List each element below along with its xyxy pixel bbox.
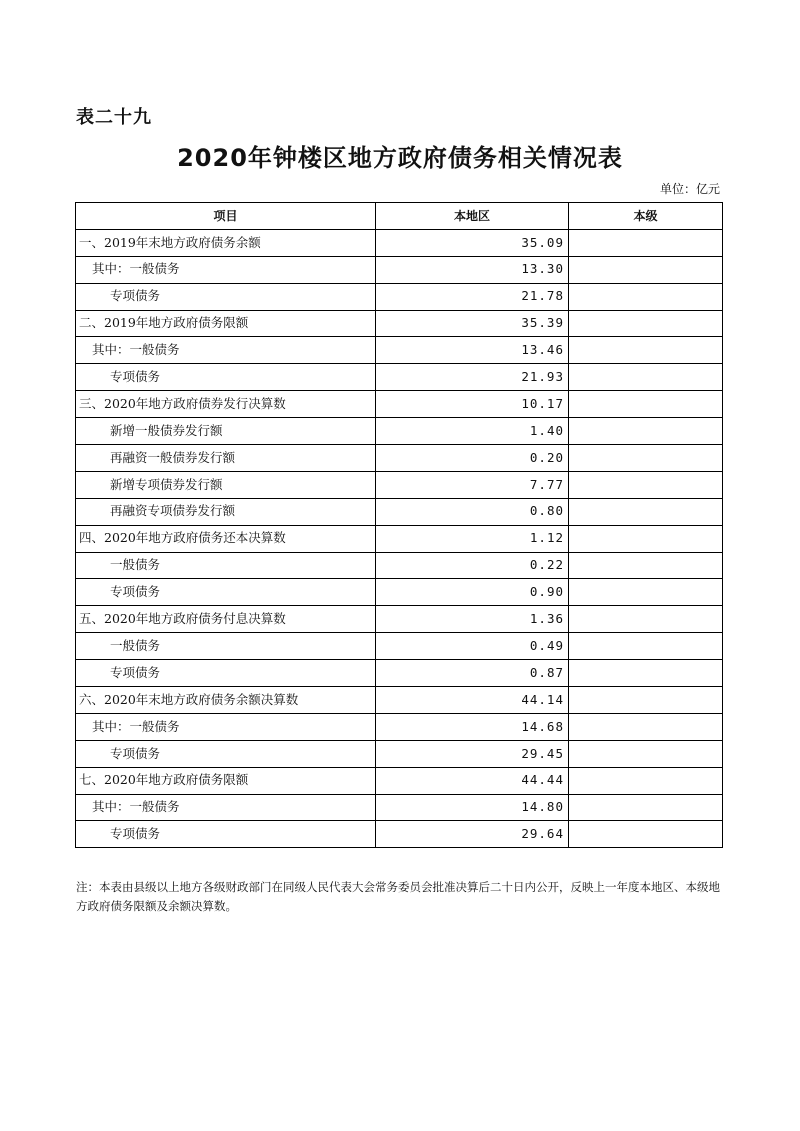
table-row [76,794,723,821]
row-own-value [569,498,723,525]
table-row [76,740,723,767]
row-item-cell: 再融资一般债券发行额 [76,445,376,472]
table-row [76,579,723,606]
row-local-value: 0.20 [376,445,569,472]
row-local-value: 29.45 [376,740,569,767]
table-row [76,767,723,794]
row-local-value: 14.68 [376,713,569,740]
row-item-cell: 其中：一般债务 [76,337,376,364]
row-own-value [569,767,723,794]
row-own-value [569,364,723,391]
column-header-item: 项目 [76,203,376,230]
row-local-value: 10.17 [376,391,569,418]
table-row [76,687,723,714]
row-own-value [569,471,723,498]
row-local-value: 1.36 [376,606,569,633]
row-own-value [569,740,723,767]
row-own-value [569,633,723,660]
row-item-cell: 新增专项债券发行额 [76,471,376,498]
table-header-row [76,203,723,230]
row-own-value [569,229,723,256]
table-row [76,256,723,283]
row-own-value [569,660,723,687]
table-row [76,606,723,633]
row-item-cell: 六、2020年末地方政府债务余额决算数 [76,687,376,714]
table-row [76,418,723,445]
row-own-value [569,418,723,445]
row-local-value: 0.90 [376,579,569,606]
table-row [76,391,723,418]
row-own-value [569,445,723,472]
row-item-cell: 新增一般债券发行额 [76,418,376,445]
row-own-value [569,687,723,714]
row-item-cell: 专项债务 [76,660,376,687]
row-item-cell: 其中：一般债务 [76,794,376,821]
page-title: 2020年钟楼区地方政府债务相关情况表 [177,144,623,172]
table-row [76,633,723,660]
row-local-value: 1.40 [376,418,569,445]
debt-table [75,202,723,848]
row-local-value: 13.30 [376,256,569,283]
row-local-value: 21.78 [376,283,569,310]
row-item-cell: 专项债务 [76,821,376,848]
column-header-own: 本级 [569,203,723,230]
row-item-cell: 其中：一般债务 [76,256,376,283]
row-local-value: 13.46 [376,337,569,364]
row-item-cell: 五、2020年地方政府债务付息决算数 [76,606,376,633]
row-item-cell: 专项债务 [76,579,376,606]
row-own-value [569,552,723,579]
row-own-value [569,713,723,740]
row-local-value: 0.87 [376,660,569,687]
row-item-cell: 一、2019年末地方政府债务余额 [76,229,376,256]
row-own-value [569,256,723,283]
row-local-value: 44.14 [376,687,569,714]
row-item-cell: 七、2020年地方政府债务限额 [76,767,376,794]
row-local-value: 1.12 [376,525,569,552]
row-local-value: 0.80 [376,498,569,525]
row-local-value: 44.44 [376,767,569,794]
row-item-cell: 专项债务 [76,740,376,767]
row-own-value [569,337,723,364]
row-own-value [569,525,723,552]
row-item-cell: 四、2020年地方政府债务还本决算数 [76,525,376,552]
row-own-value [569,579,723,606]
table-row [76,552,723,579]
table-row [76,229,723,256]
table-row [76,471,723,498]
row-own-value [569,310,723,337]
row-local-value: 35.09 [376,229,569,256]
table-row [76,310,723,337]
table-label: 表二十九 [76,107,152,128]
row-local-value: 21.93 [376,364,569,391]
row-local-value: 35.39 [376,310,569,337]
table-row [76,364,723,391]
row-item-cell: 专项债务 [76,283,376,310]
table-row [76,525,723,552]
footnote: 注：本表由县级以上地方各级财政部门在同级人民代表大会常务委员会批准决算后二十日内公开，反映上一年度本地区、本级地方政府债务限额及余额决算数。 [76,880,720,913]
row-own-value [569,606,723,633]
row-own-value [569,821,723,848]
table-row [76,713,723,740]
table-row [76,283,723,310]
row-local-value: 0.22 [376,552,569,579]
table-row [76,498,723,525]
unit-label: 单位：亿元 [659,182,720,196]
table-body [76,229,723,847]
row-local-value: 0.49 [376,633,569,660]
row-item-cell: 二、2019年地方政府债务限额 [76,310,376,337]
row-local-value: 29.64 [376,821,569,848]
table-row [76,337,723,364]
row-local-value: 14.80 [376,794,569,821]
row-own-value [569,794,723,821]
table-row [76,445,723,472]
row-item-cell: 一般债务 [76,633,376,660]
row-item-cell: 再融资专项债券发行额 [76,498,376,525]
table-row [76,821,723,848]
row-local-value: 7.77 [376,471,569,498]
row-own-value [569,283,723,310]
column-header-local: 本地区 [376,203,569,230]
row-item-cell: 其中：一般债务 [76,713,376,740]
row-own-value [569,391,723,418]
row-item-cell: 三、2020年地方政府债券发行决算数 [76,391,376,418]
table-row [76,660,723,687]
row-item-cell: 一般债务 [76,552,376,579]
row-item-cell: 专项债务 [76,364,376,391]
